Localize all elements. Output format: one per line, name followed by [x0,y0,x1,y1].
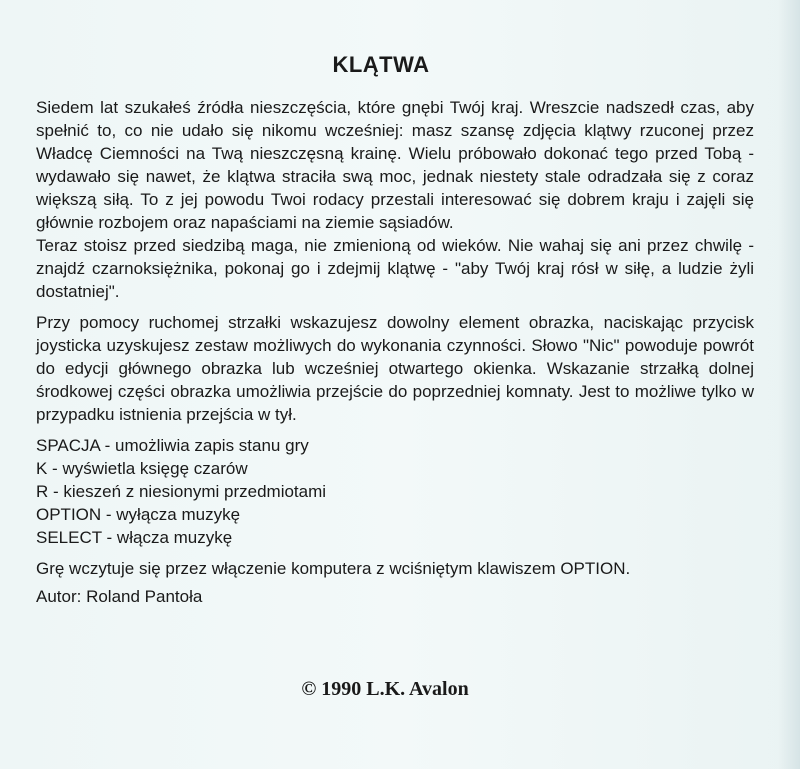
controls-paragraph: Przy pomocy ruchomej strzałki wskazujesz dowolny element obrazka, naciskając przycisk joysticka uzyskujesz zestaw możliwych do wykonania czynności. Słowo "Nic" powoduje powrót do edycji głównego obrazka lub wcześniej otwartego okienka. Wskazanie strzałką dolnej środkowej części obrazka umożliwia przejście do poprzedniej komnaty. Jest to możliwe tylko w przypadku istnienia przejścia w tył. [36,313,754,424]
key-item-select: SELECT - włącza muzykę [36,528,233,547]
key-item-spacja: SPACJA - umożliwia zapis stanu gry [36,436,309,455]
page-edge-shadow [778,0,800,769]
intro-paragraph: Siedem lat szukałeś źródła nieszczęścia, które gnębi Twój kraj. Wreszcie nadszedł czas, aby spełnić to, co nie udało się nikomu wcześniej: masz szansę zdjęcia klątwy rzuconej przez Władcę Ciemności na Twą nieszczęsną krainę. Wielu próbowało dokonać tego przed Tobą - wydawało się nawet, że klątwa straciła swą moc, jednak niestety stale odradzała się z coraz większą siłą. To z jej powodu Twoi rodacy przestali interesować się dobrem kraju i zajęli się głównie rozbojem oraz napaściami na ziemie sąsiadów. [36,98,754,232]
copyright-line: © 1990 L.K. Avalon [301,678,469,700]
key-list [36,434,754,549]
instructions-body [36,96,754,608]
loading-instruction: Grę wczytuje się przez włączenie komputera z wciśniętym klawiszem OPTION. [36,559,631,578]
key-item-k: K - wyświetla księgę czarów [36,459,248,478]
task-paragraph: Teraz stoisz przed siedzibą maga, nie zmienioną od wieków. Nie wahaj się ani przez chwilę - znajdź czarnoksiężnika, pokonaj go i zdejmij klątwę - "aby Twój kraj rósł w siłę, a ludzie żyli dostatniej". [36,236,754,301]
author-line: Autor: Roland Pantoła [36,587,203,606]
key-item-r: R - kieszeń z niesionymi przedmiotami [36,482,327,501]
page-title: KLĄTWA [332,52,430,77]
key-item-option: OPTION - wyłącza muzykę [36,505,241,524]
